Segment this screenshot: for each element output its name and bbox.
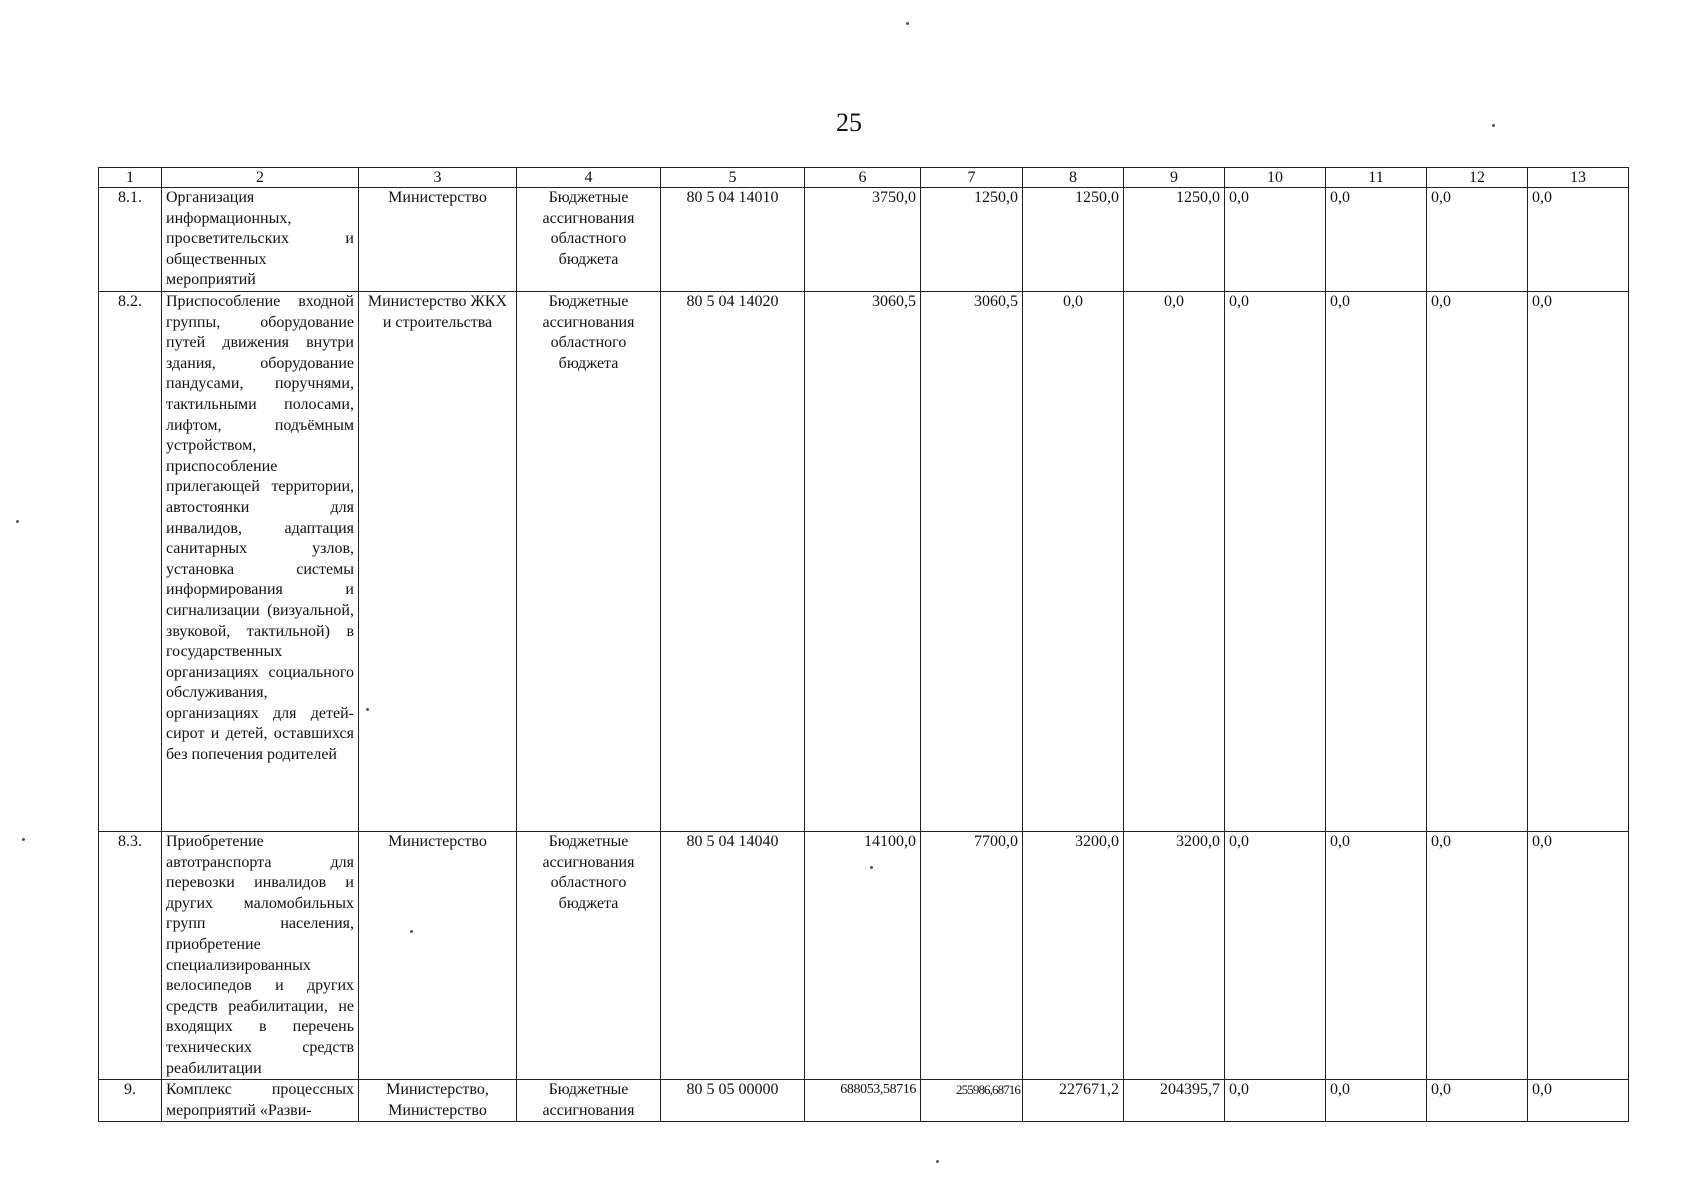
page-number: 25	[836, 108, 862, 137]
funding-source: Бюджетные ассигнования областного бюджета	[517, 188, 661, 292]
year-amount: 0,0	[1225, 188, 1326, 292]
column-number: 6	[805, 168, 921, 188]
table-row	[99, 188, 1629, 292]
row-number: 8.3.	[99, 832, 162, 1080]
year-amount: 0,0	[1528, 832, 1629, 1080]
row-number: 9.	[99, 1080, 162, 1122]
table-row	[99, 1080, 1629, 1122]
column-number: 5	[661, 168, 805, 188]
total-amount: 3750,0	[805, 188, 921, 292]
year-amount: 3200,0	[1023, 832, 1124, 1080]
scan-speck	[1492, 124, 1495, 127]
year-amount: 0,0	[1326, 188, 1427, 292]
year-amount: 7700,0	[921, 832, 1023, 1080]
funding-source: Бюджетные ассигнования областного бюджета	[517, 292, 661, 832]
column-number: 12	[1427, 168, 1528, 188]
year-amount: 0,0	[1427, 292, 1528, 832]
funding-source: Бюджетные ассигнования областного бюджета	[517, 832, 661, 1080]
executor: Министерство	[359, 832, 517, 1080]
measure-name: Комплекс процессных мероприятий «Разви-	[162, 1080, 359, 1122]
year-amount: 1250,0	[1124, 188, 1225, 292]
total-amount: 688053,58716	[805, 1080, 921, 1122]
measure-name: Приспособление входной группы, оборудование путей движения внутри здания, оборудование пандусами, поручнями, тактильными полосами, лифтом, подъёмным устройством, приспособление прилегающей территории, автостоянки для инвалидов, адаптация санитарных узлов, установка системы информирования и сигнализации (визуальной, звуковой, тактильной) в государственных организациях социального обслуживания, организациях для детей-сирот и детей, оставшихся без попечения родителей	[162, 292, 359, 832]
table-row	[99, 832, 1629, 1080]
year-amount: 0,0	[1023, 292, 1124, 832]
budget-code: 80 5 05 00000	[661, 1080, 805, 1122]
year-amount: 3060,5	[921, 292, 1023, 832]
year-amount: 255986,68716	[921, 1080, 1023, 1122]
year-amount: 0,0	[1124, 292, 1225, 832]
scan-speck	[936, 1160, 939, 1163]
year-amount: 0,0	[1326, 1080, 1427, 1122]
column-number: 3	[359, 168, 517, 188]
year-amount: 1250,0	[921, 188, 1023, 292]
row-number: 8.1.	[99, 188, 162, 292]
measure-name: Организация информационных, просветительских и общественных мероприятий	[162, 188, 359, 292]
budget-code: 80 5 04 14010	[661, 188, 805, 292]
row-number: 8.2.	[99, 292, 162, 832]
scan-speck	[906, 22, 909, 25]
column-number: 4	[517, 168, 661, 188]
executor: Министерство, Министерство	[359, 1080, 517, 1122]
year-amount: 0,0	[1225, 832, 1326, 1080]
year-amount: 0,0	[1528, 188, 1629, 292]
budget-code: 80 5 04 14020	[661, 292, 805, 832]
year-amount: 3200,0	[1124, 832, 1225, 1080]
funding-source: Бюджетные ассигнования	[517, 1080, 661, 1122]
executor: Министерство ЖКХ и строительства	[359, 292, 517, 832]
column-number: 7	[921, 168, 1023, 188]
column-number: 8	[1023, 168, 1124, 188]
budget-table	[98, 167, 1629, 1122]
column-number: 2	[162, 168, 359, 188]
budget-code: 80 5 04 14040	[661, 832, 805, 1080]
year-amount: 204395,7	[1124, 1080, 1225, 1122]
year-amount: 0,0	[1225, 292, 1326, 832]
year-amount: 0,0	[1326, 292, 1427, 832]
total-amount: 3060,5	[805, 292, 921, 832]
scan-speck	[16, 520, 19, 523]
year-amount: 0,0	[1427, 832, 1528, 1080]
year-amount: 0,0	[1528, 1080, 1629, 1122]
year-amount: 227671,2	[1023, 1080, 1124, 1122]
column-number: 13	[1528, 168, 1629, 188]
year-amount: 1250,0	[1023, 188, 1124, 292]
year-amount: 0,0	[1528, 292, 1629, 832]
executor: Министерство	[359, 188, 517, 292]
measure-name: Приобретение автотранспорта для перевозки инвалидов и других маломобильных групп населения, приобретение специализированных велосипедов и других средств реабилитации, не входящих в перечень технических средств реабилитации	[162, 832, 359, 1080]
table-row	[99, 292, 1629, 832]
column-number-row	[99, 168, 1629, 188]
column-number: 10	[1225, 168, 1326, 188]
column-number: 1	[99, 168, 162, 188]
column-number: 9	[1124, 168, 1225, 188]
scan-speck	[22, 838, 25, 841]
year-amount: 0,0	[1326, 832, 1427, 1080]
year-amount: 0,0	[1427, 1080, 1528, 1122]
year-amount: 0,0	[1225, 1080, 1326, 1122]
year-amount: 0,0	[1427, 188, 1528, 292]
total-amount: 14100,0	[805, 832, 921, 1080]
column-number: 11	[1326, 168, 1427, 188]
